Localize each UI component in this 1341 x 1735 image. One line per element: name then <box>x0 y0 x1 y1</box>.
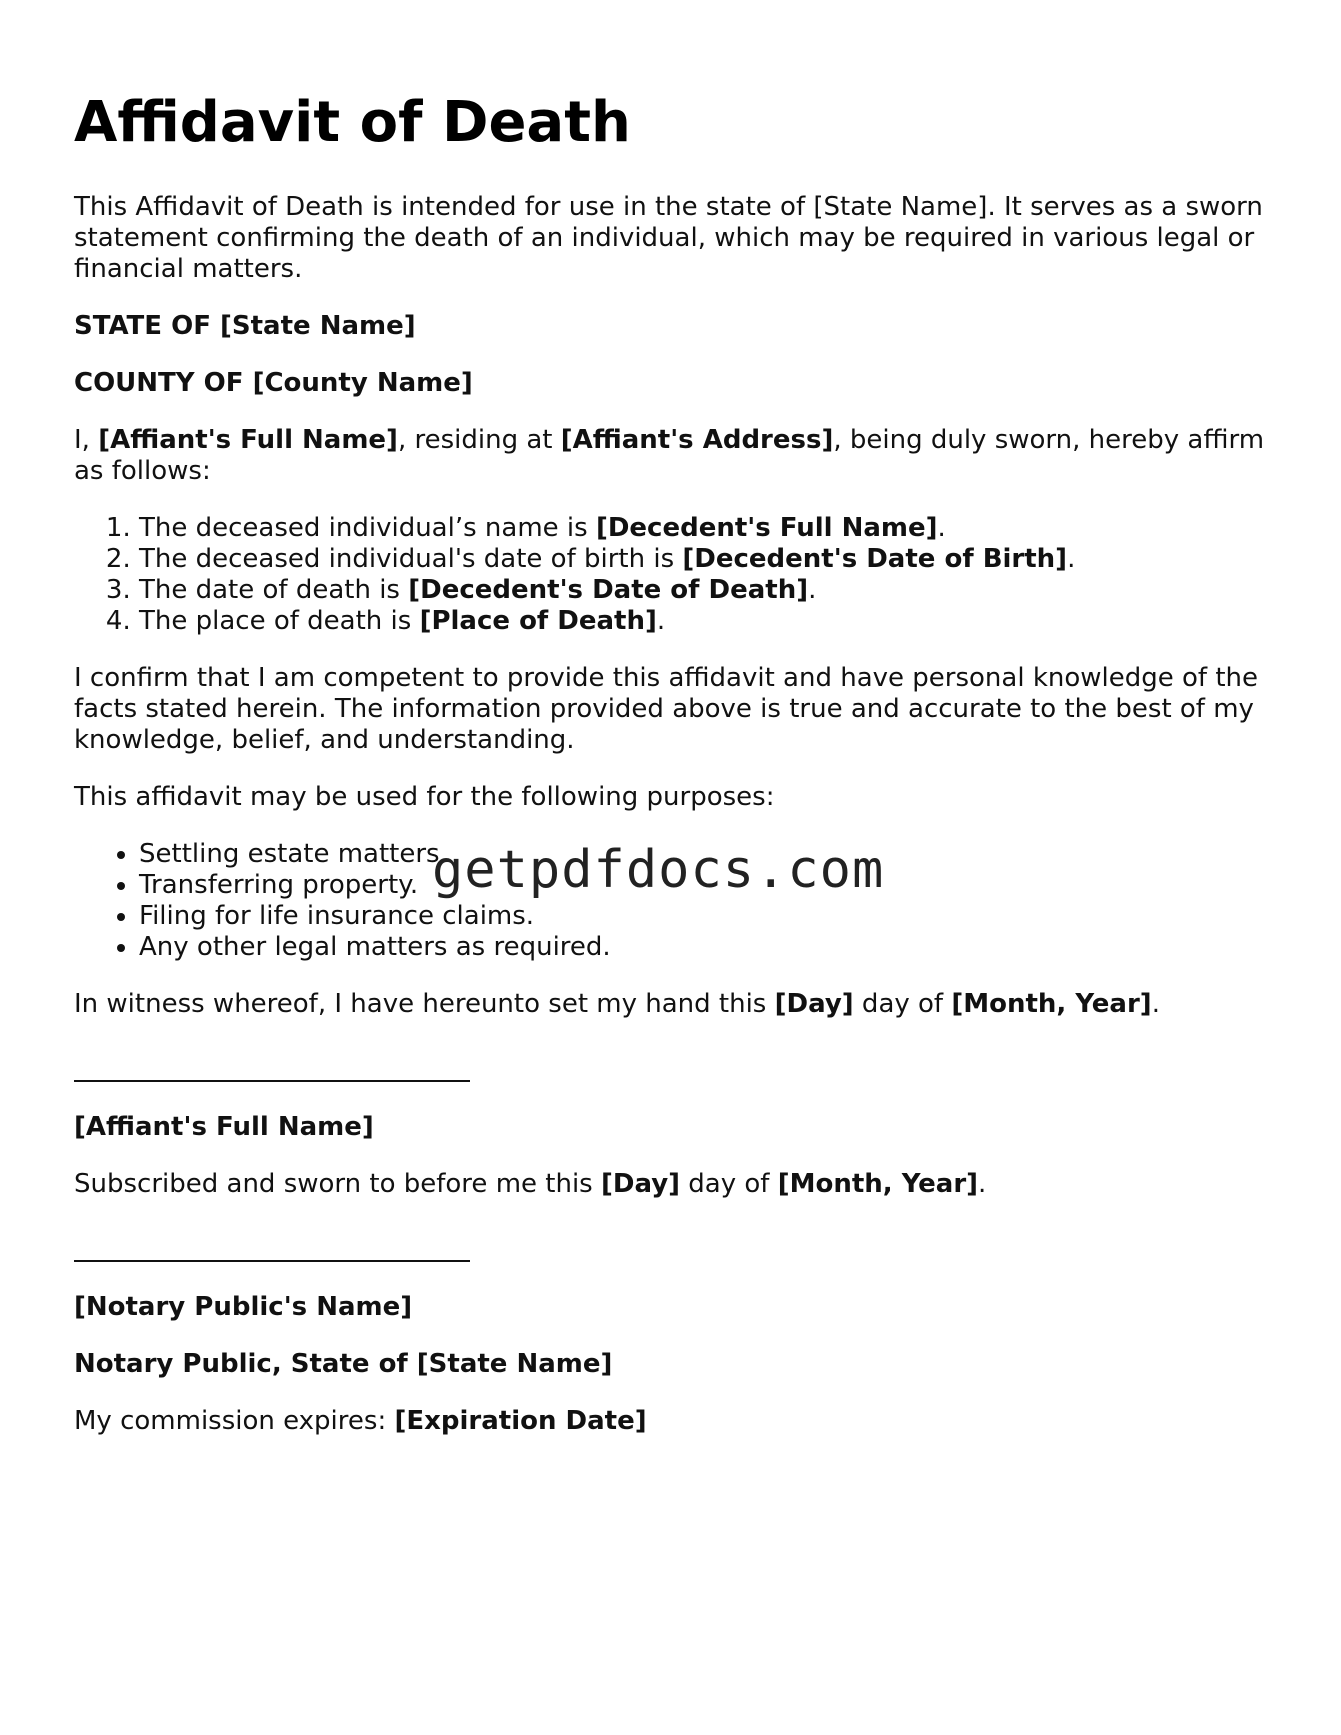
sworn-month-year-placeholder: [Month, Year] <box>777 1169 979 1199</box>
fact-value: [Place of Death] <box>419 606 657 636</box>
affirmation-prefix: I, <box>74 425 99 455</box>
watermark-text: getpdfdocs.com <box>432 840 885 900</box>
notary-state: Notary Public, State of [State Name] <box>74 1349 613 1379</box>
fact-item <box>139 606 1274 637</box>
fact-end: . <box>808 575 817 605</box>
witness-end: . <box>1151 989 1160 1019</box>
witness-middle: day of <box>853 989 952 1019</box>
witness-prefix: In witness whereof, I have hereunto set my hand this <box>74 989 775 1019</box>
affiant-signature-name: [Affiant's Full Name] <box>74 1112 374 1142</box>
commission-paragraph <box>74 1406 1274 1437</box>
purpose-item: • Filing for life insurance claims. <box>139 901 1274 932</box>
fact-item <box>139 513 1274 544</box>
fact-end: . <box>656 606 666 636</box>
purpose-item: • Settling estate matters. <box>139 839 1274 870</box>
document-title: Affidavit of Death <box>74 90 631 155</box>
affirmation-paragraph <box>74 425 1274 487</box>
witness-paragraph <box>74 989 1274 1020</box>
notary-signature-line <box>74 1260 470 1262</box>
witness-month-year-placeholder: [Month, Year] <box>951 989 1152 1019</box>
commission-expiration-placeholder: [Expiration Date] <box>394 1406 647 1436</box>
affidavit-document <box>74 88 1274 1463</box>
sworn-day-placeholder: [Day] <box>600 1169 681 1199</box>
state-heading: STATE OF [State Name] <box>74 311 416 341</box>
sworn-prefix: Subscribed and sworn to before me this <box>74 1169 601 1199</box>
fact-item <box>139 544 1274 575</box>
commission-label: My commission expires: <box>74 1406 395 1436</box>
affirmation-middle: , residing at <box>397 425 561 455</box>
fact-text: The deceased individual's date of birth is <box>139 544 683 574</box>
fact-text: The date of death is <box>139 575 409 605</box>
sworn-paragraph <box>74 1169 1274 1200</box>
sworn-end: . <box>978 1169 987 1199</box>
affirmation-suffix: , being duly sworn, hereby affirm as follows: <box>74 425 1265 486</box>
notary-name: [Notary Public's Name] <box>74 1292 413 1322</box>
purpose-item: • Any other legal matters as required. <box>139 932 1274 963</box>
purposes-intro: This affidavit may be used for the following purposes: <box>74 782 775 812</box>
county-heading: COUNTY OF [County Name] <box>74 368 473 398</box>
affiant-name-placeholder: [Affiant's Full Name] <box>98 425 398 455</box>
confirmation-paragraph: I confirm that I am competent to provide this affidavit and have personal knowledge of the facts stated herein. The information provided above is true and accurate to the best of my knowledge, belief, and understanding. <box>74 663 1259 755</box>
affiant-address-placeholder: [Affiant's Address] <box>560 425 834 455</box>
fact-value: [Decedent's Full Name] <box>595 513 938 543</box>
intro-paragraph: This Affidavit of Death is intended for use in the state of [State Name]. It serves as a sworn statement confirming the death of an individual, which may be required in various legal or financial matters. <box>74 192 1263 284</box>
fact-end: . <box>937 513 946 543</box>
purpose-item: • Transferring property. <box>139 870 1274 901</box>
fact-value: [Decedent's Date of Death] <box>408 575 809 605</box>
fact-end: . <box>1067 544 1076 574</box>
sworn-middle: day of <box>680 1169 778 1199</box>
fact-text: The place of death is <box>139 606 420 636</box>
fact-text: The deceased individual’s name is <box>139 513 596 543</box>
fact-value: [Decedent's Date of Birth] <box>682 544 1068 574</box>
fact-item <box>139 575 1274 606</box>
witness-day-placeholder: [Day] <box>774 989 854 1019</box>
facts-list <box>74 513 1274 637</box>
affiant-signature-line <box>74 1080 470 1082</box>
